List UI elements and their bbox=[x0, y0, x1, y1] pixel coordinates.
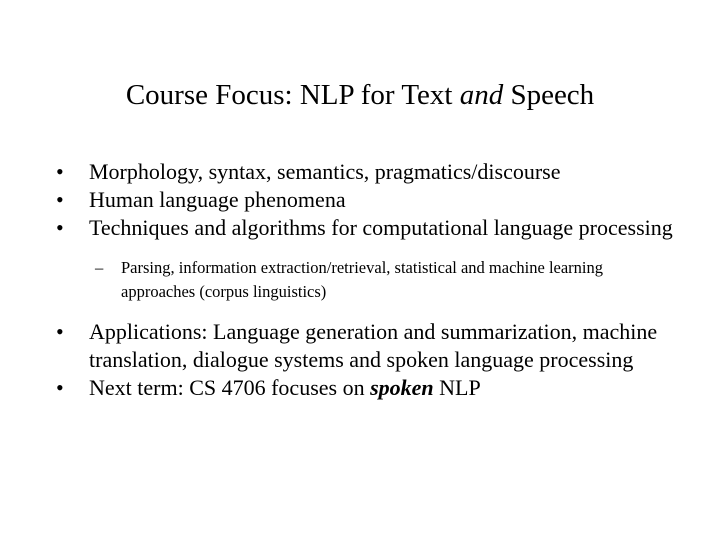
sub-bullet-text: Parsing, information extraction/retrieval, statistical and machine learning approaches (corpus linguistics) bbox=[121, 258, 604, 301]
bullet-item bbox=[56, 158, 676, 186]
bullet-item bbox=[56, 318, 676, 374]
bullet-text: Applications: Language generation and summarization, machine translation, dialogue systems and spoken language processing bbox=[89, 319, 658, 372]
bullet-list bbox=[56, 158, 676, 402]
bullet-marker: • bbox=[56, 319, 64, 344]
slide-title bbox=[0, 76, 720, 114]
bullet-text-emphasis: spoken bbox=[370, 375, 434, 400]
bullet-text bbox=[89, 375, 481, 400]
bullet-item bbox=[56, 214, 676, 242]
bullet-text: Morphology, syntax, semantics, pragmatics/discourse bbox=[89, 159, 561, 184]
slide-title-part1: Course Focus: NLP for Text bbox=[125, 79, 460, 111]
sub-bullet-item bbox=[95, 256, 676, 304]
bullet-text: Human language phenomena bbox=[89, 187, 346, 212]
bullet-marker: • bbox=[56, 187, 64, 212]
bullet-marker: • bbox=[56, 375, 64, 400]
bullet-item bbox=[56, 186, 676, 214]
slide-title-part2: Speech bbox=[503, 79, 595, 111]
sub-bullet-marker: – bbox=[95, 258, 104, 277]
slide-title-emphasis: and bbox=[459, 79, 504, 111]
bullet-marker: • bbox=[56, 215, 64, 240]
bullet-text-part1: Next term: CS 4706 focuses on bbox=[89, 375, 371, 400]
bullet-item bbox=[56, 374, 676, 402]
bullet-text: Techniques and algorithms for computational language processing bbox=[89, 215, 673, 240]
bullet-text-part2: NLP bbox=[433, 375, 481, 400]
bullet-marker: • bbox=[56, 159, 64, 184]
